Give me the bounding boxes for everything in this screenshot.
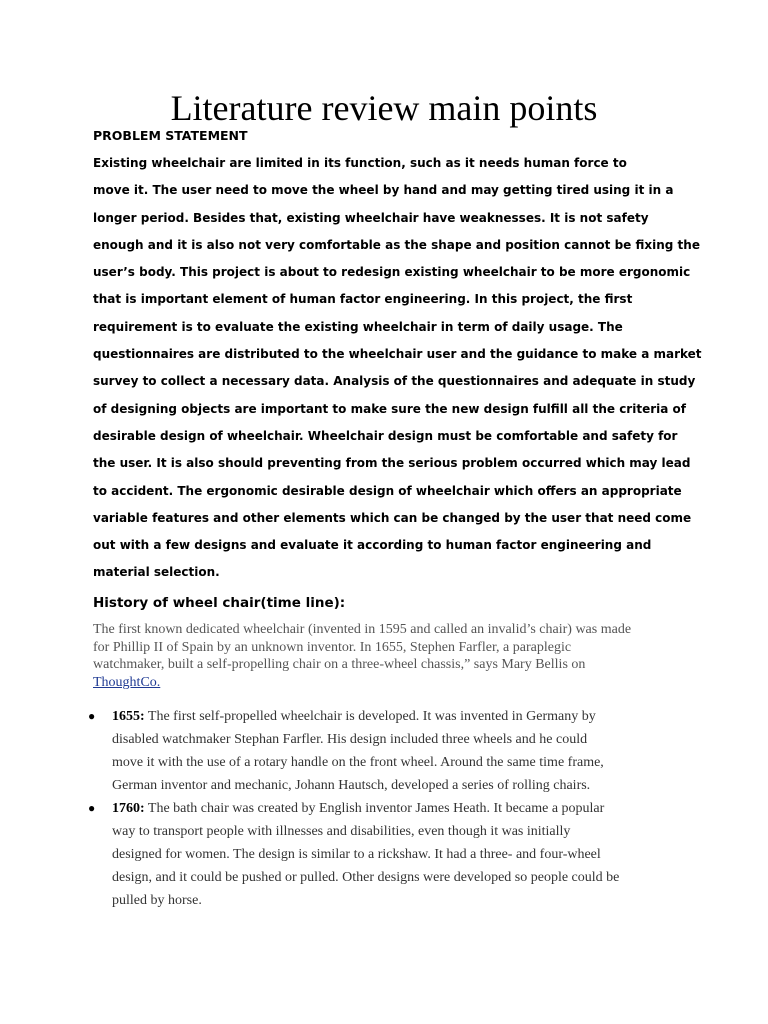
text-line: that is important element of human factor engineering. In this project, the first (93, 292, 633, 307)
bullet-icon: ● (88, 801, 96, 815)
text-line: move it. The user need to move the wheel by hand and may getting tired using it in a (93, 183, 674, 198)
text-line: German inventor and mechanic, Johann Hautsch, developed a series of rolling chairs. (112, 778, 591, 793)
text-line: The first known dedicated wheelchair (invented in 1595 and called an invalid’s chair) was made (93, 622, 632, 637)
text-line: out with a few designs and evaluate it according to human factor engineering and (93, 538, 652, 553)
text-fragment: The bath chair was created by English inventor James Heath. It became a popular (144, 801, 605, 816)
text-line: Existing wheelchair are limited in its function, such as it needs human force to (93, 156, 627, 170)
list-item (84, 797, 694, 912)
history-heading: History of wheel chair(time line): (93, 595, 346, 611)
text-line: user’s body. This project is about to redesign existing wheelchair to be more ergonomic (93, 265, 691, 280)
text-line (112, 797, 694, 820)
thoughtco-link[interactable]: ThoughtCo. (93, 674, 161, 690)
text-line: to accident. The ergonomic desirable design of wheelchair which offers an appropriate (93, 483, 682, 498)
timeline-list (84, 705, 694, 912)
text-line (112, 705, 694, 728)
problem-statement-text (93, 151, 733, 588)
document-title: Literature review main points (170, 88, 598, 128)
text-line: enough and it is also not very comfortable as the shape and position cannot be fixing the (93, 237, 700, 252)
problem-statement-heading: PROBLEM STATEMENT (93, 128, 248, 143)
text-line: material selection. (93, 565, 220, 580)
text-line: longer period. Besides that, existing wheelchair have weaknesses. It is not safety (93, 210, 649, 225)
text-fragment: The first self-propelled wheelchair is developed. It was invented in Germany by (144, 709, 596, 724)
history-intro (93, 621, 713, 691)
timeline-year: 1760: (112, 801, 145, 816)
list-item (84, 705, 694, 797)
text-line: disabled watchmaker Stephan Farfler. His design included three wheels and he could (112, 732, 588, 747)
text-line: the user. It is also should preventing from the serious problem occurred which may lead (93, 456, 691, 471)
text-line: requirement is to evaluate the existing wheelchair in term of daily usage. The (93, 319, 623, 334)
text-line: survey to collect a necessary data. Analysis of the questionnaires and adequate in study (93, 374, 696, 389)
timeline-year: 1655: (112, 709, 145, 724)
text-line: variable features and other elements which can be changed by the user that need come (93, 510, 692, 525)
bullet-icon: ● (88, 709, 96, 723)
text-line: watchmaker, built a self-propelling chair on a three-wheel chassis,” says Mary Bellis on (93, 657, 586, 672)
text-line (93, 674, 713, 692)
text-line: of designing objects are important to make sure the new design fulfill all the criteria of (93, 401, 686, 416)
text-line: move it with the use of a rotary handle on the front wheel. Around the same time frame, (112, 755, 604, 770)
text-line: questionnaires are distributed to the wheelchair user and the guidance to make a market (93, 347, 702, 362)
text-line: desirable design of wheelchair. Wheelchair design must be comfortable and safety for (93, 428, 678, 443)
text-line: for Phillip II of Spain by an unknown inventor. In 1655, Stephen Farfler, a paraplegic (93, 639, 572, 655)
text-line: way to transport people with illnesses and disabilities, even though it was initially (112, 824, 571, 839)
text-line: pulled by horse. (112, 893, 202, 908)
text-line: design, and it could be pushed or pulled. Other designs were developed so people could be (112, 870, 620, 885)
text-line: designed for women. The design is similar to a rickshaw. It had a three- and four-wheel (112, 847, 601, 862)
